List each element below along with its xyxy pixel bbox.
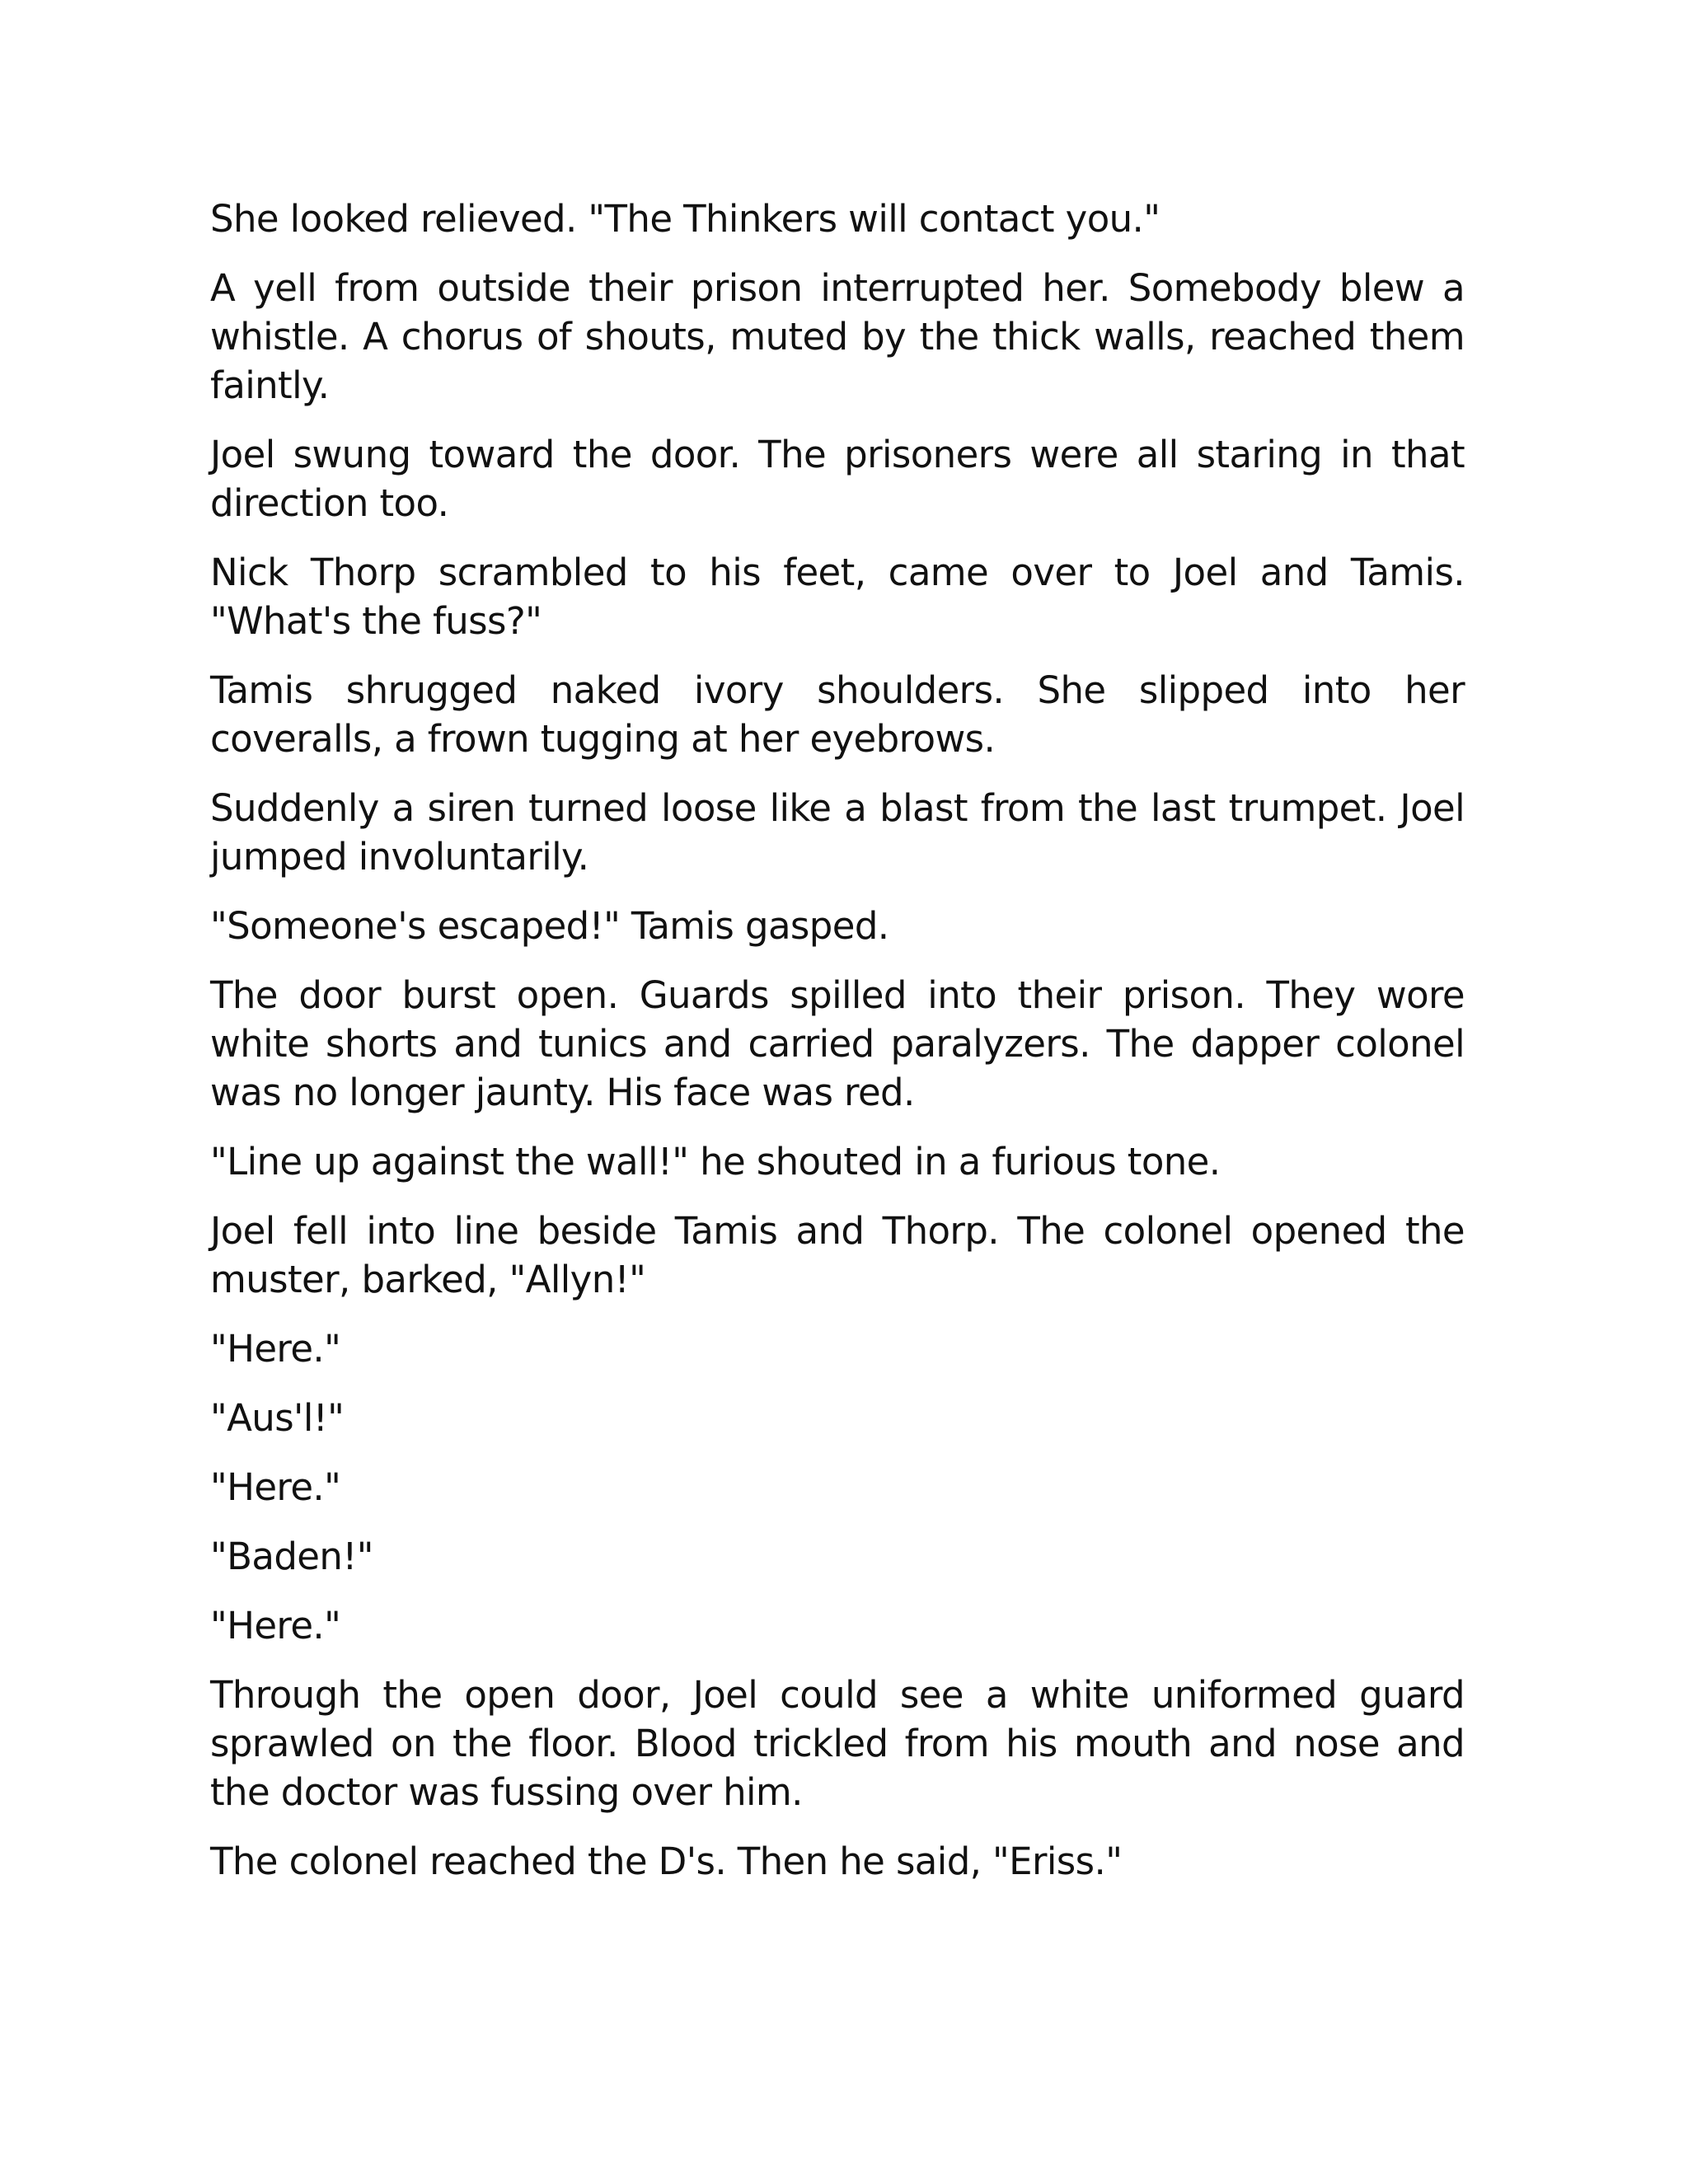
paragraph: "Someone's escaped!" Tamis gasped. [210, 904, 889, 948]
paragraph: Nick Thorp scrambled to his feet, came over to Joel and Tamis. "What's the fuss?" [210, 551, 1465, 643]
paragraph: "Aus'l!" [210, 1396, 345, 1440]
paragraph: The door burst open. Guards spilled into their prison. They wore white shorts and tunics and carried paralyzers. The dapper colonel was no longer jaunty. His face was red. [210, 973, 1465, 1114]
paragraph: "Line up against the wall!" he shouted in a furious tone. [210, 1140, 1221, 1183]
paragraph: The colonel reached the D's. Then he said, "Eriss." [210, 1840, 1123, 1883]
paragraph: "Here." [210, 1327, 341, 1371]
paragraph: "Here." [210, 1604, 341, 1647]
page-body [210, 194, 1465, 1906]
paragraph: Suddenly a siren turned loose like a blast from the last trumpet. Joel jumped involuntarily. [210, 786, 1465, 879]
paragraph: "Baden!" [210, 1535, 373, 1578]
paragraph: Joel swung toward the door. The prisoners were all staring in that direction too. [210, 433, 1465, 525]
paragraph: Tamis shrugged naked ivory shoulders. She slipped into her coveralls, a frown tugging at her eyebrows. [210, 668, 1465, 761]
paragraph: Joel fell into line beside Tamis and Thorp. The colonel opened the muster, barked, "Allyn!" [210, 1209, 1465, 1301]
paragraph: "Here." [210, 1465, 341, 1509]
paragraph: She looked relieved. "The Thinkers will contact you." [210, 197, 1160, 241]
paragraph: A yell from outside their prison interrupted her. Somebody blew a whistle. A chorus of shouts, muted by the thick walls, reached them faintly. [210, 266, 1465, 407]
paragraph: Through the open door, Joel could see a white uniformed guard sprawled on the floor. Blood trickled from his mouth and nose and the doctor was fussing over him. [210, 1673, 1465, 1814]
